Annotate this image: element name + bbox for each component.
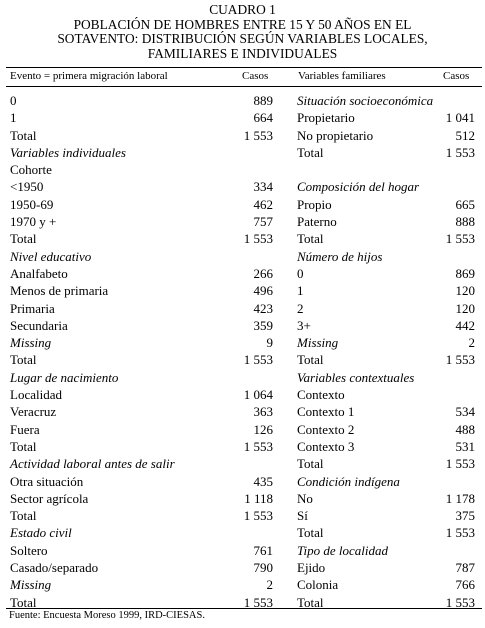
row-label: <1950 [10, 179, 44, 195]
table-row [10, 144, 273, 161]
row-label: Primaria [10, 300, 55, 316]
row-value: 334 [253, 179, 273, 195]
row-value: 1 553 [243, 352, 273, 368]
row-value: 1 553 [445, 352, 475, 368]
table-row [10, 196, 273, 213]
row-label: Contexto [297, 387, 345, 403]
table-row [297, 473, 475, 490]
title-line: SOTAVENTO: DISTRIBUCIÓN SEGÚN VARIABLES LOCALES, [57, 31, 428, 46]
table-row [10, 334, 273, 351]
row-value: 2 [266, 577, 273, 593]
row-label: Otra situación [10, 473, 84, 489]
row-label: Total [297, 525, 324, 541]
row-label: Total [10, 594, 37, 610]
right-header-label: Variables familiares [298, 70, 386, 82]
table-row [297, 524, 475, 541]
table-row [297, 248, 475, 265]
table-row [297, 196, 475, 213]
row-label: Missing [297, 335, 339, 351]
row-label: Analfabeto [10, 265, 68, 281]
table-row [297, 490, 475, 507]
table-row [297, 438, 475, 455]
row-value: 120 [455, 283, 475, 299]
row-label: Missing [10, 577, 52, 593]
row-value: 664 [253, 110, 273, 126]
row-label: Sí [297, 508, 308, 524]
row-label: 0 [297, 265, 304, 281]
row-value: 9 [266, 335, 273, 351]
row-label: Ejido [297, 560, 326, 576]
row-label: Total [297, 594, 324, 610]
row-value: 1 118 [244, 490, 273, 506]
row-label: Paterno [297, 214, 337, 230]
row-label: 1950-69 [10, 196, 54, 212]
row-value: 1 553 [243, 438, 273, 454]
row-label: Contexto 3 [297, 438, 355, 454]
table-row [297, 507, 475, 524]
table-row [10, 282, 273, 299]
table-row [297, 109, 475, 126]
row-value: 757 [253, 214, 273, 230]
row-label: Total [10, 127, 37, 143]
row-value: 534 [455, 404, 475, 420]
row-value: 359 [253, 317, 273, 333]
row-value: 531 [455, 438, 475, 454]
table-row [10, 438, 273, 455]
row-label: 1970 y + [10, 214, 57, 230]
table-row [10, 127, 273, 144]
right-header-cases: Casos [443, 70, 470, 82]
row-value: 462 [253, 196, 273, 212]
row-label: 2 [297, 300, 304, 316]
row-label: Condición indígena [297, 473, 400, 489]
row-value: 1 553 [243, 127, 273, 143]
row-value: 1 553 [243, 231, 273, 247]
row-label: Soltero [10, 542, 48, 558]
row-value: 2 [468, 335, 475, 351]
table-row [10, 421, 273, 438]
title-line: FAMILIARES E INDIVIDUALES [147, 45, 338, 61]
row-label: Tipo de localidad [297, 542, 388, 558]
title-line: POBLACIÓN DE HOMBRES ENTRE 15 Y 50 AÑOS EN EL [73, 16, 412, 32]
row-label: No propietario [297, 127, 374, 143]
row-value: 1 553 [445, 144, 475, 160]
table-row [297, 92, 475, 109]
header-top-rule [6, 67, 482, 68]
row-label: No [297, 490, 313, 506]
row-label: Contexto 1 [297, 404, 355, 420]
row-label: Total [297, 352, 324, 368]
row-value: 888 [455, 214, 475, 230]
table-row [297, 300, 475, 317]
table-row [10, 178, 273, 195]
row-label: Total [297, 456, 324, 472]
table-title [0, 0, 485, 61]
table-row [297, 351, 475, 368]
row-value: 496 [253, 283, 273, 299]
table-row [297, 265, 475, 282]
table-row [297, 213, 475, 230]
row-value: 1 553 [445, 525, 475, 541]
row-value: 512 [455, 127, 475, 143]
table-row [297, 369, 475, 386]
row-value: 488 [455, 421, 475, 437]
row-value: 1 041 [445, 110, 475, 126]
row-value: 375 [455, 508, 475, 524]
table-row [10, 161, 273, 178]
row-label: Total [297, 231, 324, 247]
row-value: 665 [455, 196, 475, 212]
row-value: 120 [455, 300, 475, 316]
row-label: Total [297, 144, 324, 160]
table-row [297, 127, 475, 144]
row-label: Veracruz [10, 404, 57, 420]
row-value: 1 553 [445, 456, 475, 472]
row-label: Total [10, 508, 37, 524]
row-value: 442 [455, 317, 475, 333]
row-label: Colonia [297, 577, 339, 593]
row-value: 1 178 [445, 490, 475, 506]
row-label: Número de hijos [297, 248, 383, 264]
row-label: Nivel educativo [10, 248, 92, 264]
row-value: 1 553 [445, 594, 475, 610]
table-row [10, 559, 273, 576]
row-value: 1 553 [243, 508, 273, 524]
table-row [10, 542, 273, 559]
source-note: Fuente: Encuesta Moreso 1999, IRD-CIESAS. [9, 610, 205, 621]
row-value: 423 [253, 300, 273, 316]
row-label: Cohorte [10, 162, 52, 178]
row-label: Localidad [10, 387, 62, 403]
table-row [297, 144, 475, 161]
table-row [297, 576, 475, 593]
row-label: Actividad laboral antes de salir [10, 456, 175, 472]
row-value: 1 553 [243, 594, 273, 610]
row-label: Missing [10, 335, 52, 351]
table-row [297, 282, 475, 299]
table-row [10, 576, 273, 593]
table-row [10, 403, 273, 420]
row-value: 435 [253, 473, 273, 489]
table-row [10, 92, 273, 109]
table-row [10, 455, 273, 472]
table-bottom-rule [6, 608, 482, 609]
table-row [10, 317, 273, 334]
row-label: Propio [297, 196, 332, 212]
table-row [10, 473, 273, 490]
row-label: Casado/separado [10, 560, 99, 576]
table-row [297, 455, 475, 472]
row-label: Lugar de nacimiento [10, 369, 119, 385]
title-line: CUADRO 1 [209, 2, 276, 17]
table-row [10, 300, 273, 317]
row-label: Variables contextuales [297, 369, 415, 385]
table-row [10, 524, 273, 541]
table-row [297, 178, 475, 195]
row-label: Secundaria [10, 317, 68, 333]
row-label: Total [10, 352, 37, 368]
table-row [297, 403, 475, 420]
row-value: 766 [455, 577, 475, 593]
table-row [10, 507, 273, 524]
row-value: 1 064 [243, 387, 273, 403]
right-column [297, 92, 475, 611]
row-value: 363 [253, 404, 273, 420]
row-label: Contexto 2 [297, 421, 355, 437]
row-value: 266 [253, 265, 273, 281]
row-label: Total [10, 438, 37, 454]
row-label: 3+ [297, 317, 311, 333]
row-label: Menos de primaria [10, 283, 109, 299]
table-row [297, 559, 475, 576]
table-row [297, 334, 475, 351]
row-label: Estado civil [10, 525, 72, 541]
table-row [297, 542, 475, 559]
table-row [297, 230, 475, 247]
table-row [10, 109, 273, 126]
table-row [10, 490, 273, 507]
table-row [297, 161, 475, 178]
row-value: 869 [455, 265, 475, 281]
table-row [10, 351, 273, 368]
row-value: 1 553 [445, 231, 475, 247]
table-row [10, 386, 273, 403]
row-value: 761 [253, 542, 273, 558]
left-header-cases: Casos [242, 70, 269, 82]
table-row [10, 248, 273, 265]
table-row [10, 213, 273, 230]
table-row [10, 369, 273, 386]
left-header-label: Evento = primera migración laboral [10, 70, 168, 82]
row-label: 0 [10, 93, 17, 108]
header-bottom-rule [6, 86, 482, 87]
row-label: Situación socioeconómica [297, 93, 434, 108]
table-row [10, 265, 273, 282]
table-row [297, 386, 475, 403]
table-row [297, 421, 475, 438]
row-label: Fuera [10, 421, 40, 437]
row-label: Variables individuales [10, 144, 126, 160]
row-value: 790 [253, 560, 273, 576]
row-label: 1 [10, 110, 17, 126]
row-label: Sector agrícola [10, 490, 89, 506]
left-column [10, 92, 273, 611]
table-row [297, 317, 475, 334]
row-label: 1 [297, 283, 304, 299]
row-label: Composición del hogar [297, 179, 420, 195]
row-value: 787 [455, 560, 475, 576]
row-value: 126 [253, 421, 273, 437]
row-label: Propietario [297, 110, 355, 126]
row-value: 889 [253, 93, 273, 108]
table-row [10, 230, 273, 247]
row-label: Total [10, 231, 37, 247]
